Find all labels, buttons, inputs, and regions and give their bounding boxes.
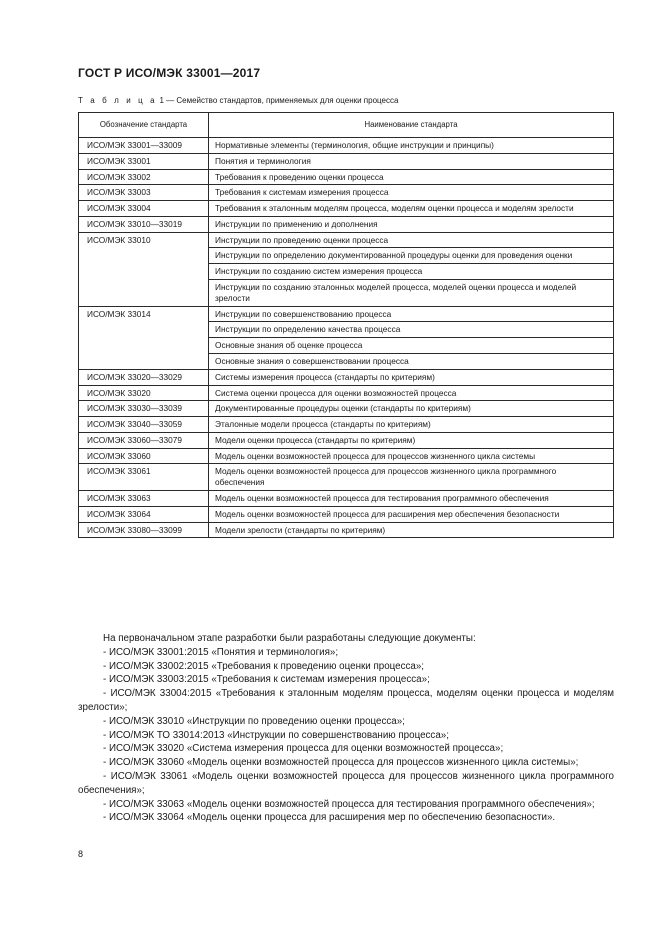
standard-code-cell: ИСО/МЭК 33014 — [79, 306, 209, 369]
standard-name-cell: Инструкции по определению документированной процедуры оценки для проведения оценки — [209, 248, 614, 264]
standard-code-cell: ИСО/МЭК 33003 — [79, 185, 209, 201]
body-paragraph: - ИСО/МЭК 33064 «Модель оценки процесса для расширения мер по обеспечению безопасности». — [103, 812, 556, 824]
standard-code-cell: ИСО/МЭК 33064 — [79, 506, 209, 522]
table-row — [79, 385, 614, 401]
table-row — [79, 369, 614, 385]
table-row — [79, 417, 614, 433]
body-paragraph: - ИСО/МЭК 33020 «Система измерения процесса для оценки возможностей процесса»; — [103, 743, 504, 755]
standard-name-cell: Модели оценки процесса (стандарты по критериям) — [209, 432, 614, 448]
standard-name-cell: Требования к эталонным моделям процесса, моделям оценки процесса и моделям зрелости — [209, 201, 614, 217]
table-row — [79, 153, 614, 169]
standard-name-cell: Эталонные модели процесса (стандарты по критериям) — [209, 417, 614, 433]
table-header-row — [79, 113, 614, 138]
standard-code-cell: ИСО/МЭК 33060 — [79, 448, 209, 464]
standard-name-cell: Понятия и терминология — [209, 153, 614, 169]
standard-code-cell: ИСО/МЭК 33040—33059 — [79, 417, 209, 433]
page-number: 8 — [78, 849, 84, 859]
body-paragraph: На первоначальном этапе разработки были разработаны следующие документы: — [103, 633, 476, 644]
table-row — [79, 432, 614, 448]
table-caption-label: Т а б л и ц а — [78, 96, 158, 105]
standard-code-cell: ИСО/МЭК 33063 — [79, 490, 209, 506]
body-paragraph: - ИСО/МЭК ТО 33014:2013 «Инструкции по совершенствованию процесса»; — [103, 729, 449, 741]
body-paragraph: - ИСО/МЭК 33010 «Инструкции по проведению оценки процесса»; — [103, 715, 405, 727]
standard-name-cell: Инструкции по созданию эталонных моделей процесса, моделей оценки процесса и моделей зрелости — [209, 280, 614, 307]
table-row — [79, 216, 614, 232]
standard-name-cell: Инструкции по совершенствованию процесса — [209, 306, 614, 322]
table-row — [79, 448, 614, 464]
standard-name-cell: Инструкции по созданию систем измерения процесса — [209, 264, 614, 280]
body-paragraph: - ИСО/МЭК 33003:2015 «Требования к системам измерения процесса»; — [103, 674, 430, 686]
standard-name-cell: Инструкции по определению качества процесса — [209, 322, 614, 338]
standard-code-cell: ИСО/МЭК 33002 — [79, 169, 209, 185]
table-caption — [78, 96, 398, 105]
standard-name-cell: Модель оценки возможностей процесса для тестирования программного обеспечения — [209, 490, 614, 506]
body-paragraph: - ИСО/МЭК 33063 «Модель оценки возможностей процесса для тестирования программного обеспечения»; — [103, 798, 595, 810]
standard-code-cell: ИСО/МЭК 33004 — [79, 201, 209, 217]
standard-code-cell: ИСО/МЭК 33061 — [79, 464, 209, 491]
standard-code-cell: ИСО/МЭК 33030—33039 — [79, 401, 209, 417]
body-text — [78, 632, 614, 825]
standard-code-cell: ИСО/МЭК 33010 — [79, 232, 209, 306]
column-header-code: Обозначение стандарта — [79, 113, 209, 138]
table-row — [79, 401, 614, 417]
standard-code-cell: ИСО/МЭК 33080—33099 — [79, 522, 209, 538]
standard-code-cell: ИСО/МЭК 33020 — [79, 385, 209, 401]
body-paragraph: - ИСО/МЭК 33060 «Модель оценки возможностей процесса для процессов жизненного цикла системы»; — [103, 757, 579, 769]
standard-name-cell: Модель оценки возможностей процесса для процессов жизненного цикла системы — [209, 448, 614, 464]
table-row — [79, 490, 614, 506]
table-row — [79, 232, 614, 248]
standard-name-cell: Требования к системам измерения процесса — [209, 185, 614, 201]
standard-name-cell: Основные знания о совершенствовании процесса — [209, 353, 614, 369]
standard-name-cell: Система оценки процесса для оценки возможностей процесса — [209, 385, 614, 401]
body-paragraph: - ИСО/МЭК 33001:2015 «Понятия и терминология»; — [103, 646, 339, 658]
standard-name-cell: Модель оценки возможностей процесса для расширения мер обеспечения безопасности — [209, 506, 614, 522]
standard-name-cell: Требования к проведению оценки процесса — [209, 169, 614, 185]
standard-name-cell: Инструкции по применению и дополнения — [209, 216, 614, 232]
table-row — [79, 201, 614, 217]
table-row — [79, 169, 614, 185]
table-caption-text: 1 — Семейство стандартов, применяемых для оценки процесса — [157, 96, 399, 105]
standard-name-cell: Документированные процедуры оценки (стандарты по критериям) — [209, 401, 614, 417]
standard-name-cell: Основные знания об оценке процесса — [209, 338, 614, 354]
standard-name-cell: Системы измерения процесса (стандарты по критериям) — [209, 369, 614, 385]
standard-name-cell: Нормативные элементы (терминология, общие инструкции и принципы) — [209, 138, 614, 154]
table-row — [79, 522, 614, 538]
column-header-name: Наименование стандарта — [209, 113, 614, 138]
table-row — [79, 138, 614, 154]
body-paragraph: - ИСО/МЭК 33004:2015 «Требования к эталонным моделям процесса, моделям оценки процесса и моделям зрелости»; — [78, 688, 614, 713]
table-row — [79, 464, 614, 491]
table-row — [79, 306, 614, 322]
body-paragraph: - ИСО/МЭК 33061 «Модель оценки возможностей процесса для процессов жизненного цикла программного обеспечения»; — [78, 770, 614, 796]
standard-name-cell: Модели зрелости (стандарты по критериям) — [209, 522, 614, 538]
standard-code-cell: ИСО/МЭК 33060—33079 — [79, 432, 209, 448]
standard-code-cell: ИСО/МЭК 33010—33019 — [79, 216, 209, 232]
table-row — [79, 185, 614, 201]
standard-code-cell: ИСО/МЭК 33001 — [79, 153, 209, 169]
standard-name-cell: Модель оценки возможностей процесса для процессов жизненного цикла программного обеспечения — [209, 464, 614, 491]
document-header: ГОСТ Р ИСО/МЭК 33001—2017 — [78, 66, 261, 80]
body-paragraph: - ИСО/МЭК 33002:2015 «Требования к проведению оценки процесса»; — [103, 660, 425, 672]
standards-table — [78, 112, 614, 538]
standard-code-cell: ИСО/МЭК 33001—33009 — [79, 138, 209, 154]
table-row — [79, 506, 614, 522]
standard-name-cell: Инструкции по проведению оценки процесса — [209, 232, 614, 248]
standard-code-cell: ИСО/МЭК 33020—33029 — [79, 369, 209, 385]
